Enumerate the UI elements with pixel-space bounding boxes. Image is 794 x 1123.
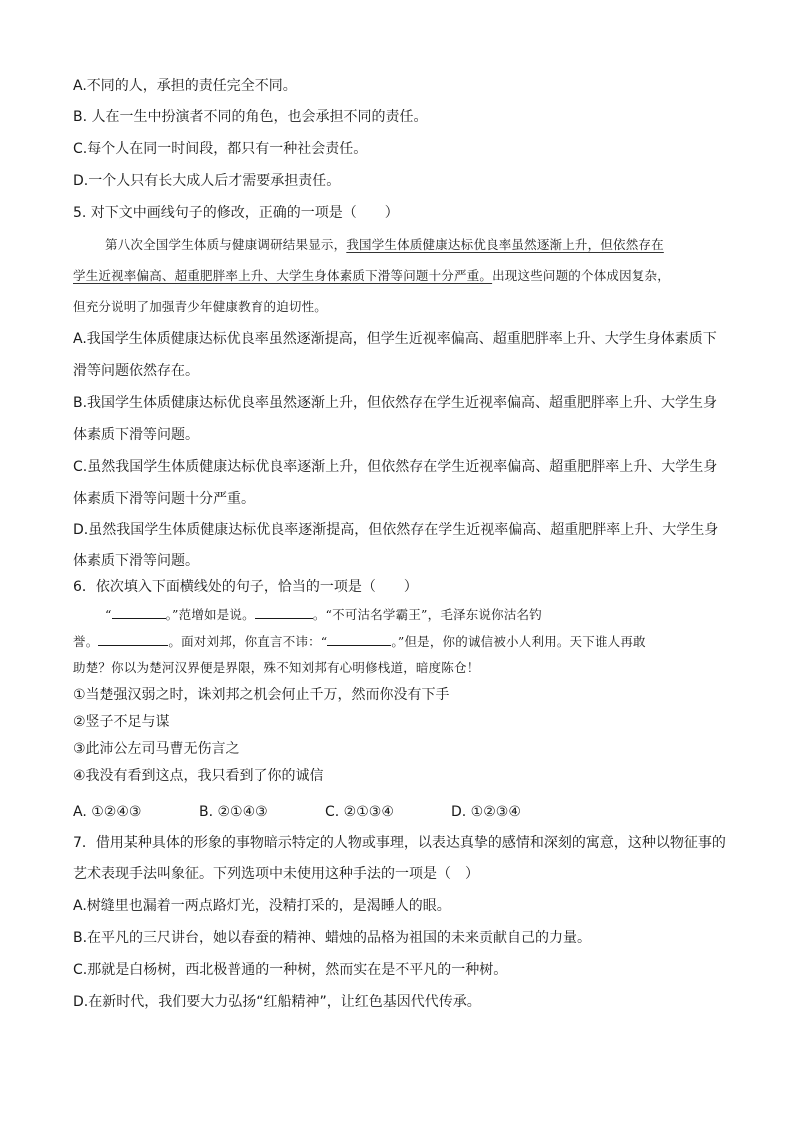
q6-passage-text-5: 。”但是，你的诚信被小人利用。天下谁人再敢 xyxy=(391,634,646,649)
q6-passage-text-2: 。“不可沽名学霸王”，毛泽东说你沽名钓 xyxy=(312,607,542,622)
q5-passage-line-1 xyxy=(105,235,664,255)
q4-option-a[interactable]: A.不同的人，承担的责任完全不同。 xyxy=(73,78,297,94)
q7-stem-line-1: 7．借用某种具体的形象的事物暗示特定的人物或事理，以表达真挚的感情和深刻的寓意，这种以物征事的 xyxy=(73,835,726,851)
q6-blank-4[interactable] xyxy=(327,631,391,646)
q7-option-b[interactable]: B.在平凡的三尺讲台，她以春蚕的精神、蜡烛的品格为祖国的未来贡献自己的力量。 xyxy=(73,930,592,946)
q5-option-a[interactable]: A.我国学生体质健康达标优良率虽然逐渐提高，但学生近视率偏高、超重肥胖率上升、大学生身体素质下 xyxy=(73,331,717,347)
q5-passage-plain-2: 出现这些问题的个体成因复杂， xyxy=(492,268,670,283)
q6-item-3: ③此沛公左司马曹无伤言之 xyxy=(73,741,240,757)
q5-underlined-sentence-cont: 学生近视率偏高、超重肥胖率上升、大学生身体素质下滑等问题十分严重。 xyxy=(73,268,493,283)
q6-passage-line-1 xyxy=(105,604,542,625)
q6-stem: 6．依次填入下面横线处的句子，恰当的一项是（ ） xyxy=(73,579,418,595)
q4-option-b[interactable]: B. 人在一生中扮演者不同的角色，也会承担不同的责任。 xyxy=(73,109,428,125)
q5-option-d-cont[interactable]: 体素质下滑等问题。 xyxy=(73,553,199,569)
q5-stem: 5. 对下文中画线句子的修改，正确的一项是（ ） xyxy=(73,205,399,221)
q6-option-b[interactable]: B. ②①④③ xyxy=(199,804,268,820)
q6-item-4: ④我没有看到这点，我只看到了你的诚信 xyxy=(73,768,324,784)
q6-passage-line-3: 助楚？你以为楚河汉界便是界限，殊不知刘邦有心明修栈道，暗度陈仓！ xyxy=(73,660,480,675)
q6-quote-open: “ xyxy=(105,607,112,622)
q5-option-c-cont[interactable]: 体素质下滑等问题十分严重。 xyxy=(73,491,255,507)
q6-blank-3[interactable] xyxy=(98,631,168,646)
q5-passage-line-3: 但充分说明了加强青少年健康教育的迫切性。 xyxy=(73,299,328,314)
q5-passage-plain: 第八次全国学生体质与健康调研结果显示， xyxy=(105,237,347,252)
q4-option-c[interactable]: C.每个人在同一时间段，都只有一种社会责任。 xyxy=(73,141,368,157)
q6-passage-line-2 xyxy=(73,631,646,652)
q6-passage-text-3: 誉。 xyxy=(73,634,99,649)
q6-option-a[interactable]: A. ①②④③ xyxy=(73,804,142,820)
q5-option-d[interactable]: D.虽然我国学生体质健康达标优良率逐渐提高，但依然存在学生近视率偏高、超重肥胖率上升、大学生身 xyxy=(73,522,719,538)
q6-options-row xyxy=(73,802,521,822)
q7-option-d[interactable]: D.在新时代，我们要大力弘扬“红船精神”，让红色基因代代传承。 xyxy=(73,994,481,1010)
q5-option-b[interactable]: B.我国学生体质健康达标优良率虽然逐渐上升，但依然存在学生近视率偏高、超重肥胖率上升、大学生身 xyxy=(73,395,718,411)
q6-blank-1[interactable] xyxy=(112,604,166,619)
q5-option-b-cont[interactable]: 体素质下滑等问题。 xyxy=(73,427,199,443)
q7-stem-line-2: 艺术表现手法叫象征。下列选项中未使用这种手法的一项是（ ） xyxy=(73,866,479,882)
q6-passage-text-4: 。面对刘邦，你直言不讳：“ xyxy=(168,634,328,649)
q6-blank-2[interactable] xyxy=(255,604,313,619)
q6-option-d[interactable]: D. ①②③④ xyxy=(451,804,521,820)
q6-item-1: ①当楚强汉弱之时，诛刘邦之机会何止千万，然而你没有下手 xyxy=(73,687,450,703)
q5-underlined-sentence: 我国学生体质健康达标优良率虽然逐渐上升，但依然存在 xyxy=(346,237,664,252)
q5-passage-line-2 xyxy=(73,266,670,286)
q6-option-c[interactable]: C. ②①③④ xyxy=(325,804,394,820)
q7-option-a[interactable]: A.树缝里也漏着一两点路灯光，没精打采的，是渴睡人的眼。 xyxy=(73,898,451,914)
q6-passage-text-1: 。”范增如是说。 xyxy=(165,607,255,622)
q4-option-d[interactable]: D.一个人只有长大成人后才需要承担责任。 xyxy=(73,173,341,189)
q7-option-c[interactable]: C.那就是白杨树，西北极普通的一种树，然而实在是不平凡的一种树。 xyxy=(73,962,508,978)
q5-option-c[interactable]: C.虽然我国学生体质健康达标优良率逐渐上升，但依然存在学生近视率偏高、超重肥胖率上升、大学生身 xyxy=(73,459,718,475)
q6-item-2: ②竖子不足与谋 xyxy=(73,714,170,730)
q5-option-a-cont[interactable]: 滑等问题依然存在。 xyxy=(73,363,199,379)
